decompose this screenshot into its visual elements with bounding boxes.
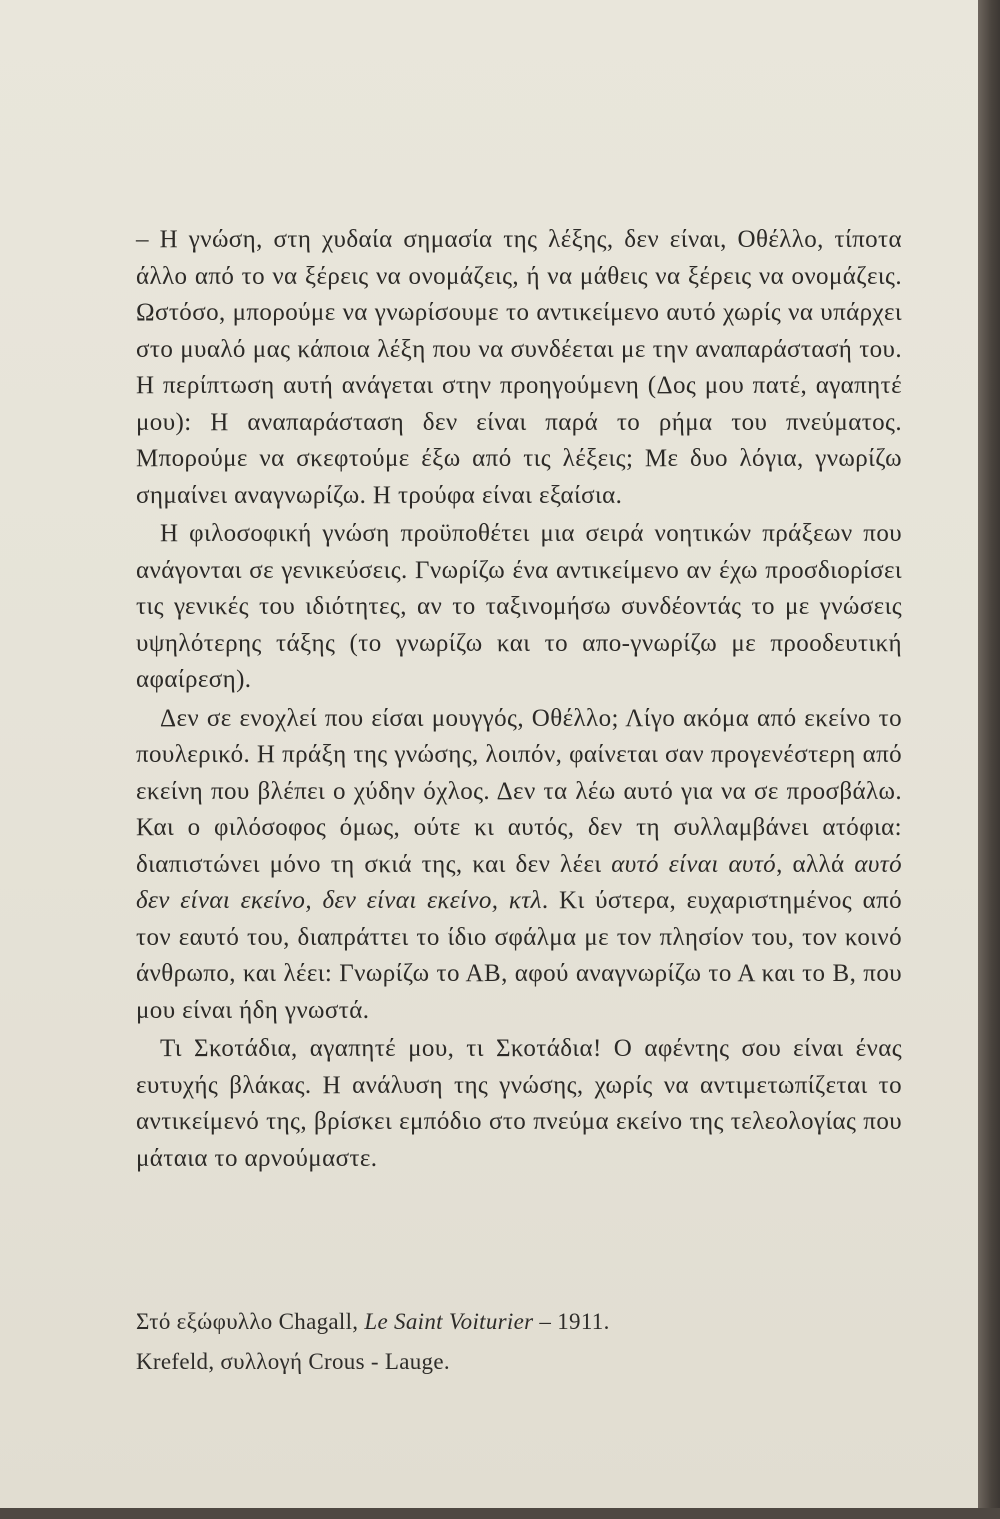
text-run: – Η γνώση, στη χυδαία σημασία της λέξης, δεν είναι, Οθέλλο, τίποτα άλλο από το να ξέρεις να ονομάζεις, ή να μάθεις να ξέρεις να ονομάζεις. Ωστόσο, μπορούμε να γνωρίσουμε το αντικείμενο αυτό χωρίς να υπάρχει στο μυαλό μας κάποια λέξη που να συνδέεται με την αναπαράστασή του. Η περίπτωση αυτή ανάγεται στην προηγούμενη (Δος μου πατέ, αγαπητέ μου): Η αναπαράσταση δεν είναι παρά το ρήμα του πνεύματος. Μπορούμε να σκεφτούμε έξω από τις λέξεις; Με δυο λόγια, γνωρίζω σημαίνει αναγνωρίζω. Η τρούφα είναι εξαίσια. (136, 226, 902, 509)
paragraph-1 (136, 222, 902, 514)
text-run: Δεν σε ενοχλεί που είσαι μουγγός, Οθέλλο; Λίγο ακόμα από εκείνο το πουλερικό. Η πράξη της γνώσης, λοιπόν, φαίνεται σαν προγενέστερη από εκείνη που βλέπει ο χύδην όχλος. Δεν τα λέω αυτό για να σε προσβάλω. Και ο φιλόσοφος όμως, ούτε κι αυτός, δεν τη συλλαμβάνει ατόφια: διαπιστώνει μόνο τη σκιά της, και δεν λέει (136, 704, 902, 878)
body-text (136, 222, 902, 1177)
page-stack-edge (978, 0, 1000, 1519)
page-bottom-edge (0, 1508, 1000, 1519)
paragraph-3 (136, 701, 902, 1030)
cover-credits (136, 1302, 836, 1382)
credit-prefix: Στό εξώφυλλο Chagall, (136, 1309, 365, 1334)
credit-year: – 1911. (533, 1309, 610, 1334)
painting-title: Le Saint Voiturier (364, 1309, 534, 1334)
credit-line-2: Krefeld, συλλογή Crous - Lauge. (136, 1349, 450, 1374)
text-run: . Κι ύστερα, ευχαριστημένος από τον εαυτό του, διαπράττει το ίδιο σφάλμα με τον πλησίον του, τον κοινό άνθρωπο, και λέει: Γνωρίζω το ΑΒ, αφού αναγνωρίζω το Α και το Β, που μου είναι ήδη γνωστά. (136, 887, 902, 1024)
text-run: Τι Σκοτάδια, αγαπητέ μου, τι Σκοτάδια! Ο αφέντης σου είναι ένας ευτυχής βλάκας. Η ανάλυση της γνώσης, χωρίς να αντιμετωπίζεται το αντικείμενό της, βρίσκει εμπόδιο στο πνεύμα εκείνο της τελεολογίας που μάταια το αρνούμαστε. (136, 1035, 902, 1172)
italic-run: αυτό είναι αυτό (611, 850, 777, 878)
paragraph-2 (136, 516, 902, 699)
text-run: , αλλά (776, 850, 855, 878)
italic-run: αυτό δεν είναι εκείνο, δεν είναι εκείνο, κτλ (136, 850, 902, 914)
credit-line-1 (136, 1302, 836, 1342)
paragraph-4 (136, 1031, 902, 1177)
text-run: Η φιλοσοφική γνώση προϋποθέτει μια σειρά νοητικών πράξεων που ανάγονται σε γενικεύσεις. Γνωρίζω ένα αντικείμενο αν έχω προσδιορίσει τις γενικές του ιδιότητες, αν το ταξινομήσω συνδέοντάς το με γνώσεις υψηλότερης τάξης (το γνωρίζω και το απο-γνωρίζω με προοδευτική αφαίρεση). (136, 520, 902, 693)
